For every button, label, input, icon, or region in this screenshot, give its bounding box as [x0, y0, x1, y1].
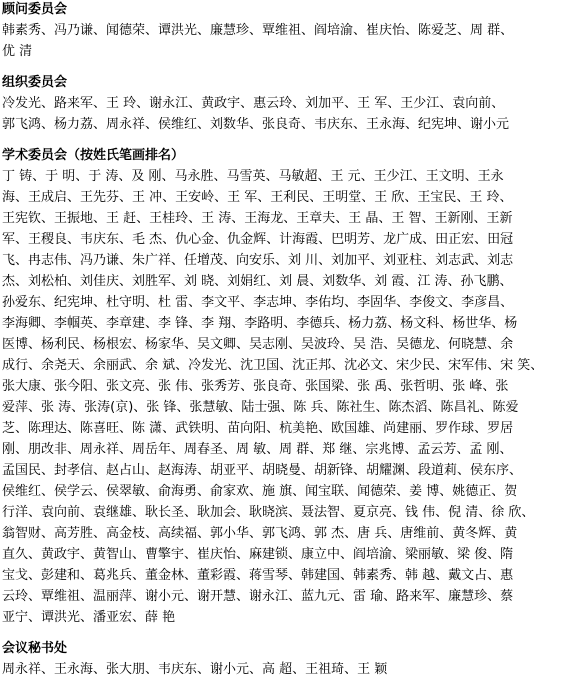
organizing-committee-line: 冷发光、路来军、王 玲、谢永江、黄政宇、惠云玲、刘加平、王 军、王少江、袁向前、: [2, 96, 505, 111]
academic-committee-line: 直久、黄政宇、黄智山、曹擎宇、崔庆怡、麻建锁、康立中、阎培渝、梁丽敏、梁 俊、隋: [2, 547, 514, 562]
academic-committee-line: 芝、陈理达、陈喜旺、陈 潇、武铁明、苗向阳、杭美艳、欧国雄、尚建丽、罗作球、罗居: [2, 421, 514, 436]
academic-committee-line: 杰、刘松柏、刘佳庆、刘胜军、刘 晓、刘娟红、刘 晨、刘数华、刘 霞、江 涛、孙飞鹏、: [2, 274, 513, 289]
academic-committee-heading: 学术委员会（按姓氏笔画排名）: [2, 148, 185, 163]
academic-committee-line: 张大康、张今阳、张文亮、张 伟、张秀芳、张良奇、张国梁、张 禹、张哲明、张 峰、张: [2, 379, 509, 394]
academic-committee-line: 行洋、袁向前、袁继雄、耿长圣、耿加会、耿晓滨、聂法智、夏京亮、钱 伟、倪 清、徐 欣、: [2, 505, 535, 520]
advisory-committee-line: 优 清: [2, 44, 33, 59]
academic-committee-line: 翁智财、高芳胜、高金枝、高续福、郭小华、郭飞鸿、郭 杰、唐 兵、唐维前、黄冬辉、黄: [2, 526, 518, 541]
academic-committee-line: 孟国民、封孝信、赵占山、赵海涛、胡亚平、胡晓曼、胡新锋、胡耀渊、段道莉、侯东序、: [2, 463, 523, 478]
academic-committee-line: 丁 铸、于 明、于 涛、及 刚、马永胜、马雪英、马敏超、王 元、王少江、王文明、王永: [2, 169, 504, 184]
academic-committee-line: 王宪钦、王振地、王 赶、王桂玲、王 涛、王海龙、王章夫、王 晶、王 智、王新刚、王新: [2, 211, 513, 226]
academic-committee-line: 亚宁、谭洪光、潘亚宏、薛 艳: [2, 610, 176, 625]
academic-committee-line: 军、王稷良、韦庆东、毛 杰、仇心金、仇金辉、计海霞、巴明芳、龙广成、田正宏、田冠: [2, 232, 514, 247]
academic-committee-line: 医博、杨利民、杨根宏、杨家华、吴文卿、吴志刚、吴波玲、吴 浩、吴德龙、何晓慧、余: [2, 337, 514, 352]
academic-committee-line: 孙爱东、纪宪坤、杜守明、杜 雷、李文平、李志坤、李佑均、李固华、李俊文、李彦昌、: [2, 295, 514, 310]
academic-committee-line: 云玲、覃维祖、温丽萍、谢小元、谢开慧、谢永江、蓝九元、雷 瑜、路来军、廉慧珍、蔡: [2, 589, 514, 604]
academic-committee-line: 爱萍、张 涛、张涛(京)、张 锋、张慧敏、陆士强、陈 兵、陈社生、陈杰滔、陈昌礼、陈爱: [2, 400, 519, 415]
advisory-committee-line: 韩素秀、冯乃谦、闻德荣、谭洪光、廉慧珍、覃维祖、阎培渝、崔庆怡、陈爱芝、周 群、: [2, 23, 514, 38]
academic-committee-line: 侯维红、侯学云、侯翠敏、俞海勇、俞家欢、施 旗、闻宝联、闻德荣、姜 博、姚德正、贺: [2, 484, 518, 499]
organizing-committee-heading: 组织委员会: [2, 75, 68, 90]
secretariat-heading: 会议秘书处: [2, 641, 68, 656]
academic-committee-line: 海、王成启、王先芬、王 冲、王安岭、王 军、王利民、王明堂、王 欣、王宝民、王 玲、: [2, 190, 513, 205]
advisory-committee-heading: 顾问委员会: [2, 2, 68, 17]
academic-committee-line: 李海卿、李帼英、李章建、李 锋、李 翔、李路明、李德兵、杨力荔、杨文科、杨世华、杨: [2, 316, 518, 331]
academic-committee-line: 刚、朋改非、周永祥、周岳年、周春圣、周 敏、周 群、郑 继、宗兆博、孟云芳、孟 刚、: [2, 442, 513, 457]
academic-committee-line: 宝戈、彭建和、葛兆兵、董金林、董彩霞、蒋雪琴、韩建国、韩素秀、韩 越、戴文占、惠: [2, 568, 514, 583]
organizing-committee-line: 郭飞鸿、杨力荔、周永祥、侯维红、刘数华、张良奇、韦庆东、王永海、纪宪坤、谢小元: [2, 117, 510, 132]
academic-committee-line: 飞、冉志伟、冯乃谦、朱广祥、任增茂、向安乐、刘 川、刘加平、刘亚柱、刘志武、刘志: [2, 253, 514, 268]
secretariat-line: 周永祥、王永海、张大朋、韦庆东、谢小元、高 超、王祖琦、王 颖: [2, 662, 388, 677]
academic-committee-line: 成行、余尧天、余丽武、余 斌、冷发光、沈卫国、沈正邦、沈必文、宋少民、宋军伟、宋 笑、: [2, 358, 544, 373]
